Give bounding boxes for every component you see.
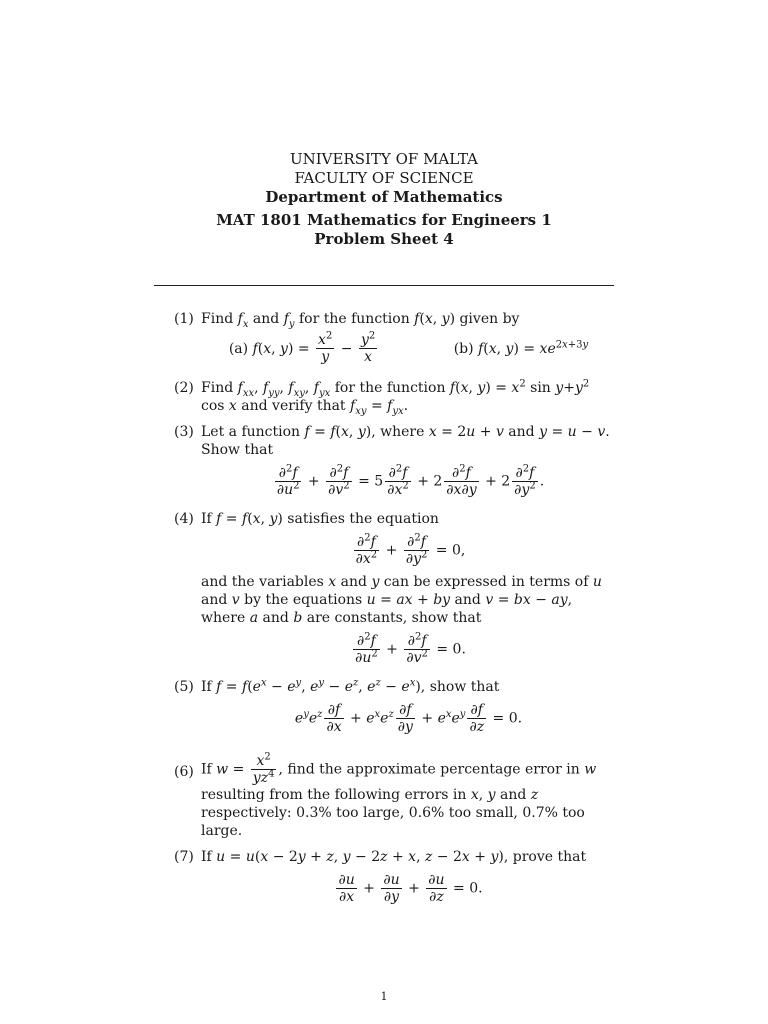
problem-2: (2) Find $f_{xx}$, $f_{yy}$, $f_{xy}$, $f_{yx}$ for the function f(x, $y) = x^2$ $\sin y+y^2$ cos x and verify that $f_{xy} = f_{yx}$. — [174, 378, 590, 417]
problem-3: (3) Let a function f = f(x, y), where x = 2u + v and y = u − v. Show that $\frac{\partial^2f}{\partial u^2}$ + $\frac{\partial^2f}{\partial v^2}$ = 5 $\frac{\partial^2f}{\partial x^2}$ + 2 $\frac{\partial^2f}{\partial x\partial y}$ + 2 $\frac{\partial^2f}{\partial y^2}$ . — [174, 424, 610, 498]
department-name: Department of Mathematics — [265, 188, 503, 206]
problem-number: (3) — [174, 424, 194, 440]
sheet-header — [0, 150, 768, 249]
faculty-name: FACULTY OF SCIENCE — [294, 169, 474, 187]
problem-1: (1) Find $f_x$ and $f_y$ for the function f(x, y) given by (a) f(x, y) = $\frac{x^2}{y}$ − $\frac{y^2}{x}$ (b) f(x, $y) = xe^{2x+3y}$ — [174, 311, 589, 365]
problem-number: (2) — [174, 380, 194, 396]
problem-4: (4) If f = f(x, y) satisfies the equation $\frac{\partial^2f}{\partial x^2}$ + $\frac{\partial^2f}{\partial y^2}$ = 0, and the variables x and y can be expressed in terms of u and v by the equations u = ax + by and v = bx − ay, where a and b are constants, show that $\frac{\partial^2f}{\partial u^2}$ + $\frac{\partial^2f}{\partial v^2}$ = 0. — [174, 511, 602, 666]
problem-number: (6) — [174, 764, 194, 780]
course-title: MAT 1801 Mathematics for Engineers 1 — [216, 211, 552, 229]
sheet-title: Problem Sheet 4 — [314, 230, 454, 248]
university-name: UNIVERSITY OF MALTA — [289, 150, 479, 168]
problem-5: (5) If $f = f(e^x - e^y$, $e^y - e^z$, $e^z - e^x$), show that $e^ye^z$ $\frac{\partial f}{\partial x}$ + $e^xe^z$ $\frac{\partial f}{\partial y}$ + $e^xe^y$ $\frac{\partial f}{\partial z}$ = 0. — [174, 677, 523, 735]
page-number: 1 — [380, 990, 388, 1003]
problem-number: (4) — [174, 511, 194, 527]
problem-number: (1) — [174, 311, 194, 327]
header-divider — [154, 285, 614, 286]
problem-7: (7) If u = u(x − 2y + z, y − 2z + x, z − 2x + y), prove that $\frac{\partial u}{\partial x}$ + $\frac{\partial u}{\partial y}$ + $\frac{\partial u}{\partial z}$ = 0. — [174, 849, 587, 905]
problem-6: (6) If w = $\frac{x^2}{yz^4}$ , find the approximate percentage error in w resulting from the following errors in x, y and z respectively: 0.3% too large, 0.6% too small, 0.7% too large. — [174, 751, 597, 839]
problem-number: (7) — [174, 849, 194, 865]
problem-list — [174, 310, 616, 911]
problem-number: (5) — [174, 679, 194, 695]
